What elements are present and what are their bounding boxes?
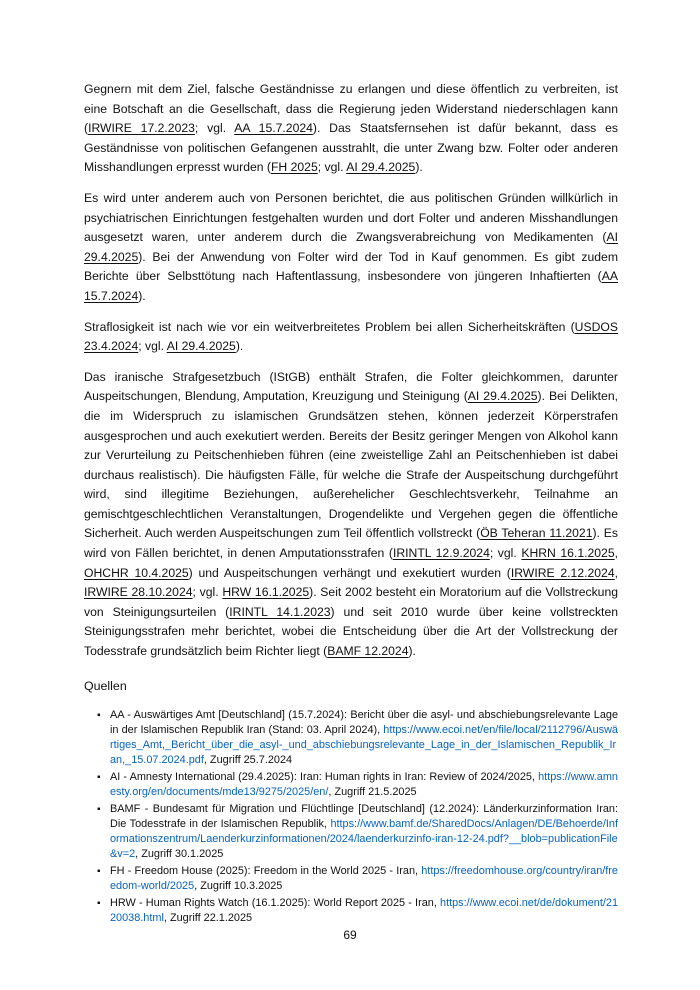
text-run: ) und Auspeitschungen verhängt und exekutiert wurden ( xyxy=(188,565,511,580)
source-reference-link[interactable]: ÖB Teheran 11.2021 xyxy=(480,526,593,541)
hyperlink[interactable]: https://freedomhouse.org/country/iran/freedom-world/2025 xyxy=(110,864,618,892)
text-run: ). xyxy=(408,644,416,659)
source-item xyxy=(97,864,618,894)
source-reference-link[interactable]: IRINTL 14.1.2023 xyxy=(229,604,331,619)
source-reference-link[interactable]: OHCHR 10.4.2025 xyxy=(84,565,189,580)
source-reference-link[interactable]: IRWIRE 28.10.2024 xyxy=(84,585,193,600)
source-item xyxy=(97,802,618,862)
text-run: ). Seit 2002 besteht ein Moratorium auf die Vollstreckung von Steinigungsurteilen ( xyxy=(84,585,619,619)
sources-heading: Quellen xyxy=(84,678,127,693)
source-reference-link[interactable]: AI 29.4.2025 xyxy=(84,230,618,264)
square-bullet-icon: ▪ xyxy=(97,803,101,815)
text-run: AA - Auswärtiges Amt [Deutschland] (15.7.2024): Bericht über die asyl- und abschiebungsrelevante Lage in der Islamischen Republik Iran (Stand: 03. April 2024), xyxy=(110,708,618,736)
source-entry-text xyxy=(110,709,618,766)
text-run: , Zugriff 10.3.2025 xyxy=(194,879,283,892)
source-reference-link[interactable]: BAMF 12.2024 xyxy=(327,644,409,659)
page-content xyxy=(84,80,618,928)
text-run: , Zugriff 25.7.2024 xyxy=(203,753,293,766)
text-run: ). xyxy=(415,160,423,175)
text-run: HRW - Human Rights Watch (16.1.2025): World Report 2025 - Iran, xyxy=(110,896,441,909)
source-reference-link[interactable]: AI 29.4.2025 xyxy=(346,160,416,175)
sources-list xyxy=(97,708,618,926)
text-run: Es wird unter anderem auch von Personen berichtet, die aus politischen Gründen willkürlich in psychiatrischen Einrichtungen festgehalten wurden und dort Folter und anderen Misshandlungen ausgesetzt waren, unter anderem durch die Zwangsverabreichung von Medikamenten ( xyxy=(84,190,618,245)
text-run: , xyxy=(614,546,619,561)
text-run: AI - Amnesty International (29.4.2025): Iran: Human rights in Iran: Review of 2024/2025, xyxy=(110,770,539,783)
text-run: BAMF - Bundesamt für Migration und Flüchtlinge [Deutschland] (12.2024): Länderkurzinformation Iran: Die Todesstrafe in der Islamischen Republik, xyxy=(110,802,618,830)
hyperlink[interactable]: https://www.ecoi.net/de/dokument/2120038.html xyxy=(110,896,618,924)
page-number: 69 xyxy=(343,928,357,942)
source-reference-link[interactable]: IRWIRE 17.2.2023 xyxy=(88,121,195,136)
source-entry-text xyxy=(110,771,618,798)
source-item xyxy=(97,896,618,926)
source-entry-text xyxy=(110,897,618,924)
text-run: Straflosigkeit ist nach wie vor ein weitverbreitetes Problem bei allen Sicherheitskräften ( xyxy=(84,319,575,334)
square-bullet-icon: ▪ xyxy=(97,771,101,783)
square-bullet-icon: ▪ xyxy=(97,709,101,721)
source-reference-link[interactable]: IRWIRE 2.12.2024 xyxy=(510,565,615,580)
text-run: Gegnern mit dem Ziel, falsche Geständnisse zu erlangen und diese öffentlich zu verbreiten, ist eine Botschaft an die Gesellschaft, dass die Regierung jeden Widerstand niederschlagen kann ( xyxy=(84,82,618,136)
text-run: ) und seit 2010 wurde über keine vollstreckten Steinigungsstrafen mehr berichtet, wobei die Entscheidung über die Art der Vollstreckung der Todesstrafe grundsätzlich beim Richter liegt ( xyxy=(84,604,618,659)
text-run: Das iranische Strafgesetzbuch (IStGB) enthält Strafen, die Folter gleichkommen, darunter Auspeitschungen, Blendung, Amputation, Kreuzigung und Steinigung ( xyxy=(84,369,618,404)
source-entry-text xyxy=(110,803,618,860)
source-reference-link[interactable]: AA 15.7.2024 xyxy=(84,269,618,303)
text-run: ). Bei Delikten, die im Widerspruch zu islamischen Grundsätzen stehen, können jederzeit Körperstrafen ausgesprochen und auch exekutiert werden. Bereits der Besitz geringer Mengen von Alkohol kann zur Verurteilung zu Peitschenhieben führen (eine zweistellige Zahl an Peitschenhieben ist dabei durchaus realistisch). Die häufigsten Fälle, für welche die Strafe der Auspeitschung durchgeführt wird, sind illegitime Beziehungen, außerehelicher Geschlechtsverkehr, Teilnahme an gemischtgeschlechtlichen Veranstaltungen, Drogendelikte und Vergehen gegen die öffentliche Sicherheit. Auch werden Auspeitschungen zum Teil öffentlich vollstreckt ( xyxy=(84,389,619,541)
square-bullet-icon: ▪ xyxy=(97,865,101,877)
text-run: ; vgl. xyxy=(192,585,223,600)
text-run: , Zugriff 21.5.2025 xyxy=(328,785,417,798)
text-run: ). Das Staatsfernsehen ist dafür bekannt, dass es Geständnisse von politischen Gefangenen ausstrahlt, die unter Zwang bzw. Folter oder anderen Misshandlungen erpresst wurden ( xyxy=(84,121,618,175)
body-paragraph xyxy=(84,189,618,307)
text-run: ). Es wird von Fällen berichtet, in denen Amputationsstrafen ( xyxy=(84,526,618,561)
body-paragraph xyxy=(84,80,618,178)
text-run: ). xyxy=(138,288,146,303)
body-paragraph xyxy=(84,318,618,357)
hyperlink[interactable]: https://www.amnesty.org/en/documents/mde13/9275/2025/en/ xyxy=(110,770,618,798)
source-entry-text xyxy=(110,865,618,892)
source-item xyxy=(97,708,618,768)
source-reference-link[interactable]: AI 29.4.2025 xyxy=(166,339,236,354)
source-reference-link[interactable]: AA 15.7.2024 xyxy=(234,121,313,136)
text-run: ; vgl. xyxy=(138,339,167,354)
text-run: , Zugriff 22.1.2025 xyxy=(163,911,253,924)
text-run: , xyxy=(614,565,618,580)
source-reference-link[interactable]: HRW 16.1.2025 xyxy=(222,585,310,600)
source-reference-link[interactable]: KHRN 16.1.2025 xyxy=(521,546,615,561)
text-run: , Zugriff 30.1.2025 xyxy=(135,847,224,860)
text-run: ; vgl. xyxy=(489,546,522,561)
text-run: ). Bei der Anwendung von Folter wird der Tod in Kauf genommen. Es gibt zudem Berichte über Selbsttötung nach Haftentlassung, insbesondere von jüngeren Inhaftierten ( xyxy=(84,249,618,284)
source-item xyxy=(97,770,618,800)
source-reference-link[interactable]: USDOS 23.4.2024 xyxy=(84,319,618,354)
hyperlink[interactable]: https://www.ecoi.net/en/file/local/2112796/Auswärtiges_Amt,_Bericht_über_die_asyl-_und_abschiebungsrelevante_Lage_in_der_Islamischen_Republik_Iran,_15.07.2024.pdf xyxy=(110,723,618,766)
source-reference-link[interactable]: IRINTL 12.9.2024 xyxy=(392,546,490,561)
text-run: ; vgl. xyxy=(194,121,235,136)
text-run: ; vgl. xyxy=(317,160,347,175)
hyperlink[interactable]: https://www.bamf.de/SharedDocs/Anlagen/DE/Behoerde/Informationszentrum/Laenderkurzinformationen/2024/laenderkurzinfo-iran-12-24.pdf?__blob=publicationFile&v=2 xyxy=(110,817,618,860)
square-bullet-icon: ▪ xyxy=(97,897,101,909)
body-paragraph xyxy=(84,368,618,662)
body-paragraphs xyxy=(84,80,618,662)
text-run: FH - Freedom House (2025): Freedom in the World 2025 - Iran, xyxy=(110,864,422,877)
source-reference-link[interactable]: FH 2025 xyxy=(270,160,318,175)
text-run: ). xyxy=(235,339,244,354)
source-reference-link[interactable]: AI 29.4.2025 xyxy=(467,389,538,404)
